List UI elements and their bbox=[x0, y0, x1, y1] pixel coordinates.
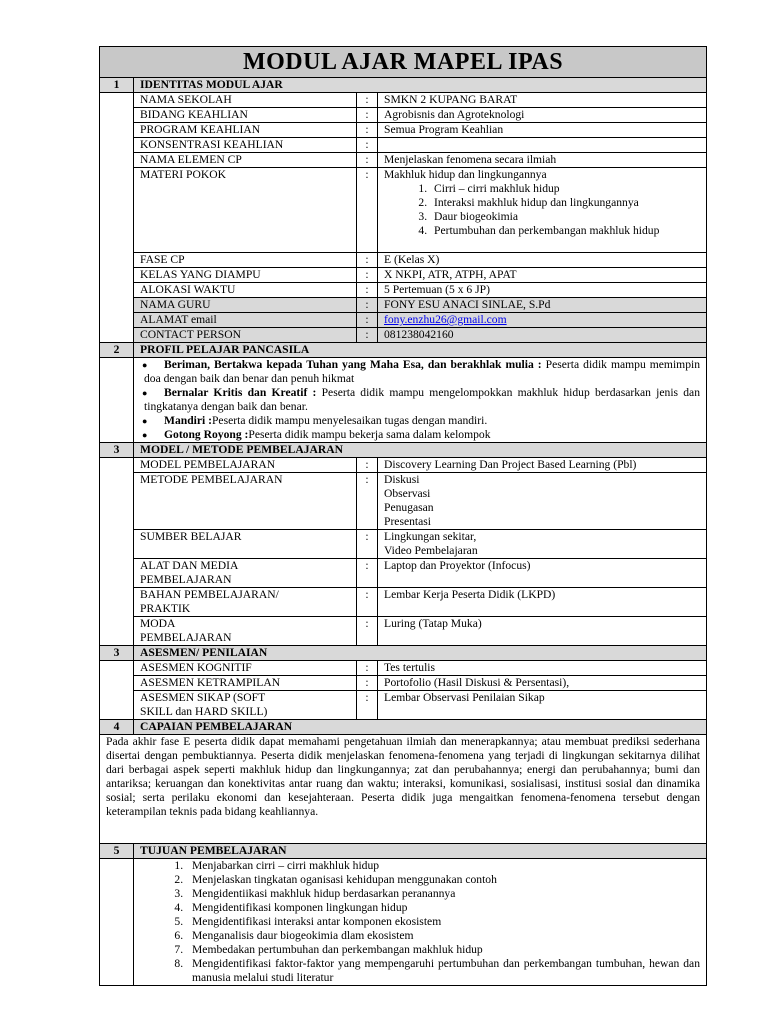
field-label: ALAMAT email bbox=[134, 313, 357, 328]
profil-text: Peserta didik mampu bekerja sama dalam kelompok bbox=[248, 428, 491, 441]
metode-item: Penugasan bbox=[384, 501, 434, 514]
colon: : bbox=[357, 153, 378, 168]
row-email bbox=[100, 313, 707, 328]
materi-main: Makhluk hidup dan lingkungannya bbox=[384, 168, 547, 181]
row-program bbox=[100, 123, 707, 138]
field-label: ALOKASI WAKTU bbox=[134, 283, 357, 298]
field-label: PROGRAM KEAHLIAN bbox=[134, 123, 357, 138]
module-table bbox=[99, 46, 707, 986]
field-value: Lembar Kerja Peserta Didik (LKPD) bbox=[378, 588, 707, 617]
sumber-item: Lingkungan sekitar, bbox=[384, 530, 477, 543]
metode-item: Presentasi bbox=[384, 515, 432, 528]
section-heading: MODEL / METODE PEMBELAJARAN bbox=[134, 443, 707, 458]
materi-list bbox=[384, 182, 700, 238]
section-heading: TUJUAN PEMBELAJARAN bbox=[134, 844, 707, 859]
field-value: Menjelaskan fenomena secara ilmiah bbox=[378, 153, 707, 168]
colon: : bbox=[357, 283, 378, 298]
section-3-header bbox=[100, 443, 707, 458]
section-5-spacer bbox=[100, 859, 134, 986]
field-label bbox=[134, 559, 357, 588]
label-line: BAHAN PEMBELAJARAN/ bbox=[140, 588, 279, 601]
row-nama-sekolah bbox=[100, 93, 707, 108]
row-moda bbox=[100, 617, 707, 646]
row-kelas bbox=[100, 268, 707, 283]
section-3-spacer bbox=[100, 458, 134, 646]
capaian-row bbox=[100, 735, 707, 844]
field-value: Luring (Tatap Muka) bbox=[378, 617, 707, 646]
colon: : bbox=[357, 138, 378, 153]
list-item: 1. Menjabarkan cirri – cirri makhluk hidup bbox=[186, 859, 700, 873]
colon: : bbox=[357, 473, 378, 530]
colon: : bbox=[357, 676, 378, 691]
row-metode bbox=[100, 473, 707, 530]
list-item: 5. Mengidentifikasi interaksi antar komponen ekosistem bbox=[186, 915, 700, 929]
field-label: CONTACT PERSON bbox=[134, 328, 357, 343]
tujuan-cell bbox=[134, 859, 707, 986]
colon: : bbox=[357, 93, 378, 108]
colon: : bbox=[357, 691, 378, 720]
field-value: Agrobisnis dan Agroteknologi bbox=[378, 108, 707, 123]
colon: : bbox=[357, 617, 378, 646]
section-asesmen-header bbox=[100, 646, 707, 661]
field-label: ASESMEN KOGNITIF bbox=[134, 661, 357, 676]
profil-title: Beriman, Bertakwa kepada Tuhan yang Maha Esa, dan berakhlak mulia : bbox=[164, 358, 542, 371]
field-label: METODE PEMBELAJARAN bbox=[134, 473, 357, 530]
bullet-icon: ● bbox=[142, 430, 148, 440]
field-label: NAMA SEKOLAH bbox=[134, 93, 357, 108]
bullet-icon: ● bbox=[142, 360, 148, 370]
section-4-header bbox=[100, 720, 707, 735]
colon: : bbox=[357, 168, 378, 253]
label-line: ASESMEN SIKAP (SOFT bbox=[140, 691, 266, 704]
label-line: SKILL dan HARD SKILL) bbox=[140, 705, 268, 718]
row-sikap bbox=[100, 691, 707, 720]
section-number: 5 bbox=[100, 844, 134, 859]
field-label: KONSENTRASI KEAHLIAN bbox=[134, 138, 357, 153]
field-value: SMKN 2 KUPANG BARAT bbox=[378, 93, 707, 108]
profil-text: Peserta didik mampu memimpin doa dengan baik dan benar dan penuh hikmat bbox=[144, 358, 701, 385]
list-item: 2. Menjelaskan tingkatan oganisasi kehidupan menggunakan contoh bbox=[186, 873, 700, 887]
row-fase bbox=[100, 253, 707, 268]
section-1-header bbox=[100, 78, 707, 93]
field-label bbox=[134, 588, 357, 617]
colon: : bbox=[357, 253, 378, 268]
field-value bbox=[378, 138, 707, 153]
field-value: X NKPI, ATR, ATPH, APAT bbox=[378, 268, 707, 283]
list-item: 2. Interaksi makhluk hidup dan lingkungannya bbox=[430, 196, 700, 210]
section-number: 3 bbox=[100, 443, 134, 458]
list-item bbox=[144, 386, 700, 414]
metode-item: Observasi bbox=[384, 487, 431, 500]
section-asesmen-spacer bbox=[100, 661, 134, 720]
field-label: BIDANG KEAHLIAN bbox=[134, 108, 357, 123]
tujuan-list bbox=[140, 859, 700, 985]
colon: : bbox=[357, 123, 378, 138]
section-5-header bbox=[100, 844, 707, 859]
profil-title: Gotong Royong : bbox=[164, 428, 249, 441]
field-value: 5 Pertemuan (5 x 6 JP) bbox=[378, 283, 707, 298]
row-elemen bbox=[100, 153, 707, 168]
section-2-spacer bbox=[100, 358, 134, 443]
colon: : bbox=[357, 458, 378, 473]
row-ketrampilan bbox=[100, 676, 707, 691]
label-line: PRAKTIK bbox=[140, 602, 191, 615]
field-label bbox=[134, 617, 357, 646]
field-label: SUMBER BELAJAR bbox=[134, 530, 357, 559]
field-label: MODEL PEMBELAJARAN bbox=[134, 458, 357, 473]
colon: : bbox=[357, 588, 378, 617]
tujuan-row bbox=[100, 859, 707, 986]
field-value bbox=[378, 313, 707, 328]
row-bahan bbox=[100, 588, 707, 617]
email-link[interactable]: fony.enzhu26@gmail.com bbox=[384, 313, 507, 326]
row-alokasi bbox=[100, 283, 707, 298]
profil-text: Peserta didik mampu mengelompokkan makhluk hidup berdasarkan jenis dan tingkatanya dengan baik dan benar. bbox=[144, 386, 700, 413]
section-number: 1 bbox=[100, 78, 134, 93]
section-heading: CAPAIAN PEMBELAJARAN bbox=[134, 720, 707, 735]
field-value bbox=[378, 473, 707, 530]
field-label: MATERI POKOK bbox=[134, 168, 357, 253]
bullet-icon: ● bbox=[142, 388, 148, 398]
row-kognitif bbox=[100, 661, 707, 676]
list-item: 6. Menganalisis daur biogeokimia dlam ekosistem bbox=[186, 929, 700, 943]
field-value bbox=[378, 168, 707, 253]
profil-title: Mandiri : bbox=[164, 414, 212, 427]
row-bidang bbox=[100, 108, 707, 123]
section-heading: ASESMEN/ PENILAIAN bbox=[134, 646, 707, 661]
field-value: Laptop dan Proyektor (Infocus) bbox=[378, 559, 707, 588]
field-label: KELAS YANG DIAMPU bbox=[134, 268, 357, 283]
row-alat bbox=[100, 559, 707, 588]
section-number: 3 bbox=[100, 646, 134, 661]
field-value: E (Kelas X) bbox=[378, 253, 707, 268]
field-value: Discovery Learning Dan Project Based Learning (Pbl) bbox=[378, 458, 707, 473]
field-label bbox=[134, 691, 357, 720]
field-label: FASE CP bbox=[134, 253, 357, 268]
row-konsentrasi bbox=[100, 138, 707, 153]
section-number: 2 bbox=[100, 343, 134, 358]
colon: : bbox=[357, 313, 378, 328]
field-value: Portofolio (Hasil Diskusi & Persentasi), bbox=[378, 676, 707, 691]
profil-text: Peserta didik mampu menyelesaikan tugas dengan mandiri. bbox=[211, 414, 488, 427]
field-value bbox=[378, 530, 707, 559]
list-item: 4. Pertumbuhan dan perkembangan makhluk hidup bbox=[430, 224, 700, 238]
section-heading: IDENTITAS MODUL AJAR bbox=[134, 78, 707, 93]
field-label: NAMA GURU bbox=[134, 298, 357, 313]
row-materi bbox=[100, 168, 707, 253]
field-label: ASESMEN KETRAMPILAN bbox=[134, 676, 357, 691]
list-item: 4. Mengidentifikasi komponen lingkungan hidup bbox=[186, 901, 700, 915]
colon: : bbox=[357, 108, 378, 123]
colon: : bbox=[357, 661, 378, 676]
colon: : bbox=[357, 328, 378, 343]
row-sumber bbox=[100, 530, 707, 559]
label-line: MODA bbox=[140, 617, 176, 630]
row-model bbox=[100, 458, 707, 473]
row-contact bbox=[100, 328, 707, 343]
section-2-header bbox=[100, 343, 707, 358]
colon: : bbox=[357, 559, 378, 588]
list-item: 3. Mengidentiikasi makhluk hidup berdasarkan peranannya bbox=[186, 887, 700, 901]
label-line: ALAT DAN MEDIA bbox=[140, 559, 239, 572]
bullet-icon: ● bbox=[142, 416, 148, 426]
field-value: FONY ESU ANACI SINLAE, S.Pd bbox=[378, 298, 707, 313]
list-item: 1. Cirri – cirri makhluk hidup bbox=[430, 182, 700, 196]
title-row bbox=[100, 47, 707, 78]
row-guru bbox=[100, 298, 707, 313]
colon: : bbox=[357, 268, 378, 283]
document-title: MODUL AJAR MAPEL IPAS bbox=[100, 47, 707, 78]
list-item bbox=[144, 428, 700, 442]
label-line: PEMBELAJARAN bbox=[140, 631, 232, 644]
section-heading: PROFIL PELAJAR PANCASILA bbox=[134, 343, 707, 358]
metode-item: Diskusi bbox=[384, 473, 420, 486]
profil-row bbox=[100, 358, 707, 443]
profil-title: Bernalar Kritis dan Kreatif : bbox=[164, 386, 317, 399]
section-1-spacer bbox=[100, 93, 134, 343]
colon: : bbox=[357, 298, 378, 313]
capaian-text: Pada akhir fase E peserta didik dapat memahami pengetahuan ilmiah dan menerapkannya; atau membuat prediksi sederhana disertai dengan pembuktiannya. Peserta didik menjelaskan fenomena-fenomena yang terjadi di lingkungan sekitarnya dilihat dari berbagai aspek seperti makhluk hidup dan lingkungannya; zat dan perubahannya; energi dan perubahannya; bumi dan antariksa; keruangan dan konektivitas antar ruang dan waktu; interaksi, komunikasi, sosialisasi, institusi sosial dan dinamika sosial; serta perilaku ekonomi dan kesejahteraan. Peserta didik juga mengaitkan fenomena-fenomena tersebut dengan keterampilan teknis pada bidang keahliannya. bbox=[100, 735, 707, 844]
field-value: Semua Program Keahlian bbox=[378, 123, 707, 138]
sumber-item: Video Pembelajaran bbox=[384, 544, 478, 557]
list-item: 8. Mengidentifikasi faktor-faktor yang mempengaruhi pertumbuhan dan perkembangan tumbuhan, hewan dan manusia melalui studi literatur bbox=[186, 957, 700, 985]
field-value: Tes tertulis bbox=[378, 661, 707, 676]
list-item bbox=[144, 414, 700, 428]
list-item bbox=[144, 358, 700, 386]
colon: : bbox=[357, 530, 378, 559]
list-item: 7. Membedakan pertumbuhan dan perkembangan makhluk hidup bbox=[186, 943, 700, 957]
field-value: Lembar Observasi Penilaian Sikap bbox=[378, 691, 707, 720]
field-value: 081238042160 bbox=[378, 328, 707, 343]
field-label: NAMA ELEMEN CP bbox=[134, 153, 357, 168]
label-line: PEMBELAJARAN bbox=[140, 573, 232, 586]
profil-list bbox=[140, 358, 700, 442]
list-item: 3. Daur biogeokimia bbox=[430, 210, 700, 224]
profil-cell bbox=[134, 358, 707, 443]
section-number: 4 bbox=[100, 720, 134, 735]
